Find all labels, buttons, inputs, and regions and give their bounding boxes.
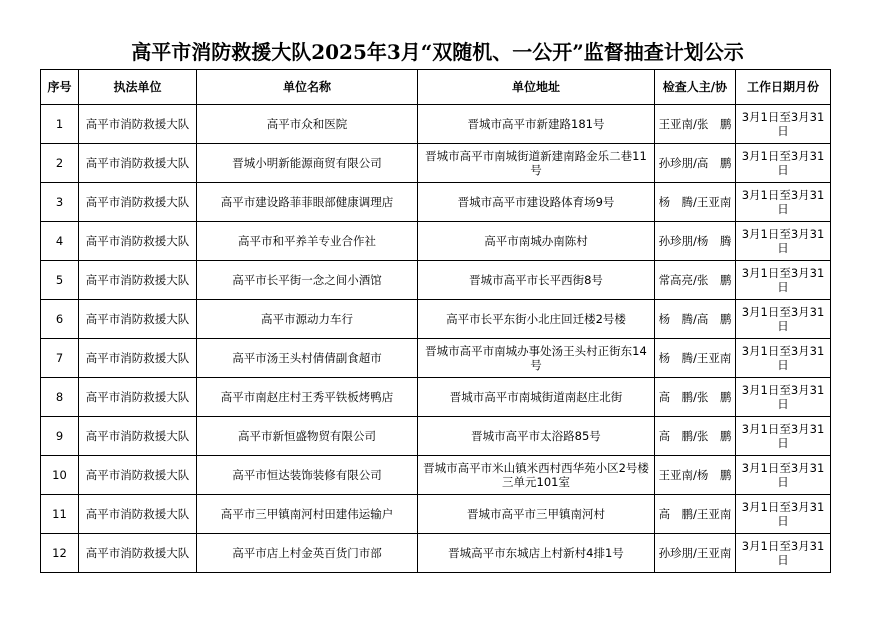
cell-agency: 高平市消防救援大队 <box>79 378 197 417</box>
table-row <box>41 456 831 495</box>
cell-serial: 8 <box>41 378 79 417</box>
cell-unit-name: 高平市和平养羊专业合作社 <box>197 222 418 261</box>
cell-agency: 高平市消防救援大队 <box>79 183 197 222</box>
cell-serial: 4 <box>41 222 79 261</box>
cell-serial: 9 <box>41 417 79 456</box>
cell-unit-address: 晋城市高平市新建路181号 <box>418 105 655 144</box>
table-row <box>41 534 831 573</box>
header-work-date: 工作日期月份 <box>736 70 831 105</box>
cell-work-date: 3月1日至3月31日 <box>736 222 831 261</box>
cell-unit-address: 晋城高平市东城店上村新村4排1号 <box>418 534 655 573</box>
table-row <box>41 222 831 261</box>
cell-unit-address: 晋城市高平市南城街道南赵庄北街 <box>418 378 655 417</box>
cell-unit-name: 高平市众和医院 <box>197 105 418 144</box>
cell-inspectors: 杨 腾/高 鹏 <box>655 300 736 339</box>
cell-unit-name: 高平市南赵庄村王秀平铁板烤鸭店 <box>197 378 418 417</box>
cell-unit-name: 高平市建设路菲菲眼部健康调理店 <box>197 183 418 222</box>
table-row <box>41 378 831 417</box>
table-row <box>41 261 831 300</box>
cell-inspectors: 高 鹏/张 鹏 <box>655 417 736 456</box>
page-title: 高平市消防救援大队2025年3月“双随机、一公开”监督抽查计划公示 <box>131 40 744 64</box>
cell-agency: 高平市消防救援大队 <box>79 261 197 300</box>
cell-unit-name: 高平市店上村金英百货门市部 <box>197 534 418 573</box>
table-row <box>41 105 831 144</box>
cell-unit-address: 晋城市高平市米山镇米西村西华苑小区2号楼三单元101室 <box>418 456 655 495</box>
cell-serial: 2 <box>41 144 79 183</box>
cell-inspectors: 孙珍朋/杨 腾 <box>655 222 736 261</box>
cell-unit-name: 高平市源动力车行 <box>197 300 418 339</box>
cell-inspectors: 孙珍朋/王亚南 <box>655 534 736 573</box>
cell-agency: 高平市消防救援大队 <box>79 300 197 339</box>
cell-unit-address: 晋城市高平市南城办事处汤王头村正街东14号 <box>418 339 655 378</box>
cell-serial: 12 <box>41 534 79 573</box>
cell-unit-address: 高平市南城办南陈村 <box>418 222 655 261</box>
cell-work-date: 3月1日至3月31日 <box>736 417 831 456</box>
cell-unit-address: 晋城市高平市建设路体育场9号 <box>418 183 655 222</box>
table-row <box>41 495 831 534</box>
table-row <box>41 300 831 339</box>
cell-unit-name: 高平市汤王头村倩倩副食超市 <box>197 339 418 378</box>
table-body <box>41 105 831 573</box>
cell-work-date: 3月1日至3月31日 <box>736 456 831 495</box>
table-row <box>41 417 831 456</box>
cell-work-date: 3月1日至3月31日 <box>736 144 831 183</box>
table-header-row <box>41 70 831 105</box>
cell-work-date: 3月1日至3月31日 <box>736 495 831 534</box>
cell-agency: 高平市消防救援大队 <box>79 456 197 495</box>
cell-agency: 高平市消防救援大队 <box>79 222 197 261</box>
table-row <box>41 183 831 222</box>
cell-unit-name: 晋城小明新能源商贸有限公司 <box>197 144 418 183</box>
header-unit-address: 单位地址 <box>418 70 655 105</box>
cell-serial: 5 <box>41 261 79 300</box>
cell-agency: 高平市消防救援大队 <box>79 495 197 534</box>
cell-agency: 高平市消防救援大队 <box>79 339 197 378</box>
cell-serial: 10 <box>41 456 79 495</box>
cell-serial: 3 <box>41 183 79 222</box>
cell-serial: 1 <box>41 105 79 144</box>
table-row <box>41 144 831 183</box>
cell-work-date: 3月1日至3月31日 <box>736 183 831 222</box>
cell-work-date: 3月1日至3月31日 <box>736 534 831 573</box>
cell-agency: 高平市消防救援大队 <box>79 105 197 144</box>
cell-work-date: 3月1日至3月31日 <box>736 300 831 339</box>
cell-unit-address: 晋城市高平市南城街道新建南路金乐二巷11号 <box>418 144 655 183</box>
cell-unit-address: 晋城市高平市太浴路85号 <box>418 417 655 456</box>
cell-unit-address: 晋城市高平市长平西街8号 <box>418 261 655 300</box>
cell-serial: 6 <box>41 300 79 339</box>
header-serial: 序号 <box>41 70 79 105</box>
cell-unit-address: 晋城市高平市三甲镇南河村 <box>418 495 655 534</box>
cell-inspectors: 杨 腾/王亚南 <box>655 339 736 378</box>
cell-inspectors: 高 鹏/王亚南 <box>655 495 736 534</box>
header-agency: 执法单位 <box>79 70 197 105</box>
cell-work-date: 3月1日至3月31日 <box>736 261 831 300</box>
table-row <box>41 339 831 378</box>
cell-inspectors: 常高亮/张 鹏 <box>655 261 736 300</box>
cell-serial: 11 <box>41 495 79 534</box>
cell-inspectors: 高 鹏/张 鹏 <box>655 378 736 417</box>
inspection-plan-table <box>40 69 831 573</box>
cell-unit-name: 高平市恒达装饰装修有限公司 <box>197 456 418 495</box>
cell-unit-name: 高平市长平街一念之间小酒馆 <box>197 261 418 300</box>
cell-serial: 7 <box>41 339 79 378</box>
cell-work-date: 3月1日至3月31日 <box>736 105 831 144</box>
cell-unit-name: 高平市三甲镇南河村田建伟运输户 <box>197 495 418 534</box>
cell-agency: 高平市消防救援大队 <box>79 144 197 183</box>
cell-work-date: 3月1日至3月31日 <box>736 378 831 417</box>
cell-unit-name: 高平市新恒盛物贸有限公司 <box>197 417 418 456</box>
cell-work-date: 3月1日至3月31日 <box>736 339 831 378</box>
header-inspectors: 检查人主/协 <box>655 70 736 105</box>
cell-inspectors: 王亚南/杨 鹏 <box>655 456 736 495</box>
cell-unit-address: 高平市长平东街小北庄回迁楼2号楼 <box>418 300 655 339</box>
cell-inspectors: 王亚南/张 鹏 <box>655 105 736 144</box>
cell-agency: 高平市消防救援大队 <box>79 417 197 456</box>
header-unit-name: 单位名称 <box>197 70 418 105</box>
cell-inspectors: 孙珍朋/高 鹏 <box>655 144 736 183</box>
cell-inspectors: 杨 腾/王亚南 <box>655 183 736 222</box>
cell-agency: 高平市消防救援大队 <box>79 534 197 573</box>
